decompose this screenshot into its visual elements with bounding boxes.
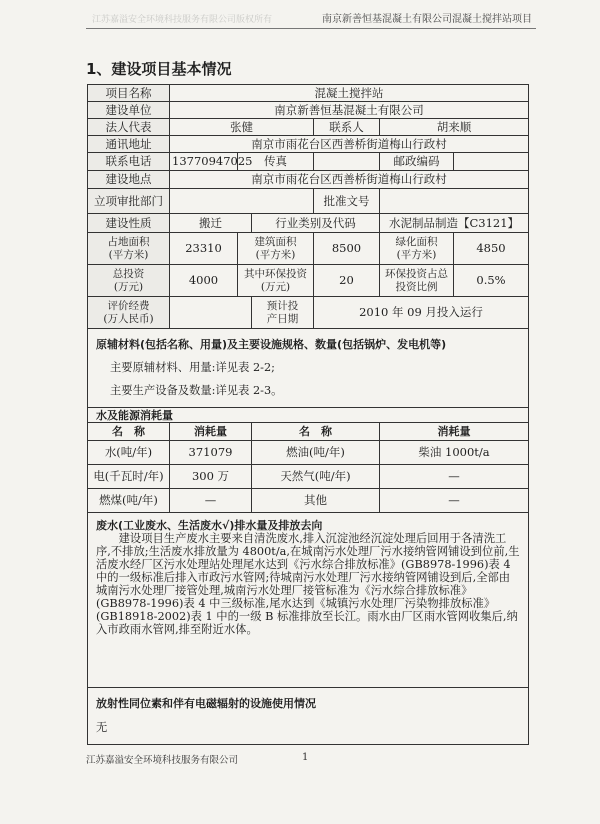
col-usage-2: 消耗量 (380, 423, 529, 441)
materials-line2: 主要生产设备及数量:详见表 2-3。 (110, 384, 283, 397)
coal-label: 燃煤(吨/年) (88, 489, 170, 513)
env-ratio-value: 0.5% (454, 265, 529, 297)
running-header: 南京新善恒基混凝土有限公司混凝土搅拌站项目 (322, 14, 532, 25)
prod-date-label (252, 297, 314, 329)
construction-unit-label: 建设单位 (88, 102, 170, 119)
project-name-value: 混凝土搅拌站 (170, 85, 529, 102)
materials-title: 原辅材料(包括名称、用量)及主要设施规格、数量(包括锅炉、发电机等) (96, 338, 447, 351)
materials-line1: 主要原辅材料、用量:详见表 2-2; (110, 361, 275, 374)
project-name-label: 项目名称 (88, 85, 170, 102)
industry-value: 水泥制品制造【C3121】 (380, 214, 529, 233)
header-rule (86, 28, 536, 29)
land-area-label-text: 占地面积 (107, 235, 150, 248)
build-area-value: 8500 (314, 233, 380, 265)
site-label: 建设地点 (88, 171, 170, 189)
approval-no-value (380, 189, 529, 214)
materials-section (88, 329, 529, 408)
approval-no-label: 批准文号 (314, 189, 380, 214)
fax-value (314, 153, 380, 171)
zip-label: 邮政编码 (380, 153, 454, 171)
phone-label: 联系电话 (88, 153, 170, 171)
water-energy-title: 水及能源消耗量 (88, 408, 529, 423)
construction-unit-value: 南京新善恒基混凝土有限公司 (170, 102, 529, 119)
col-name-2: 名 称 (252, 423, 380, 441)
radiation-title: 放射性同位素和伴有电磁辐射的设施使用情况 (96, 697, 316, 710)
col-usage-1: 消耗量 (170, 423, 252, 441)
footer-company: 江苏嘉溢安全环境科技服务有限公司 (86, 755, 239, 766)
radiation-section (88, 688, 529, 745)
nature-value: 搬迁 (170, 214, 252, 233)
mailing-address-value: 南京市雨花台区西善桥街道梅山行政村 (170, 136, 529, 153)
fuel-oil-label: 燃油(吨/年) (252, 441, 380, 465)
water-label: 水(吨/年) (88, 441, 170, 465)
phone-value: 13770947025 (170, 153, 238, 171)
legal-rep-label: 法人代表 (88, 119, 170, 136)
build-area-label (238, 233, 314, 265)
fax-label: 传真 (238, 153, 314, 171)
build-area-unit: (平方米) (255, 248, 296, 261)
total-invest-unit: (万元) (113, 280, 144, 293)
env-ratio-label (380, 265, 454, 297)
radiation-text: 无 (96, 721, 108, 734)
total-invest-value: 4000 (170, 265, 238, 297)
page-number: 1 (302, 752, 309, 763)
green-area-value: 4850 (454, 233, 529, 265)
mailing-address-label: 通讯地址 (88, 136, 170, 153)
env-invest-label-text: 其中环保投资 (244, 267, 307, 280)
industry-label: 行业类别及代码 (252, 214, 380, 233)
natural-gas-label: 天然气(吨/年) (252, 465, 380, 489)
electricity-label: 电(千瓦时/年) (88, 465, 170, 489)
natural-gas-value: — (380, 465, 529, 489)
eval-cost-value (170, 297, 252, 329)
contact-person-value: 胡来顺 (380, 119, 529, 136)
env-ratio-label-line1: 环保投资占总 (385, 267, 448, 280)
green-area-label (380, 233, 454, 265)
wastewater-text: 建设项目生产废水主要来自清洗废水,排入沉淀池经沉淀处理后回用于各清洗工序,不排放;生活废水排放量为 4800t/a,在城南污水处理厂污水接纳管网铺设到位前,生活废水经厂区污水处理站处理尾水达到《污水综合排放标准》(GB8978-1996)表 4 中的一级标准后排入市政污水管网;待城南污水处理厂污水接纳管网铺设到后,全部由城南污水处理厂接管处理,城南污水处理厂接管标准为《污水综合排放标准》(GB8978-1996)表 4 中三级标准,尾水达到《城镇污水处理厂污染物排放标准》(GB18918-2002)表 1 中的一级 B 标准排放至长江。雨水由厂区雨水管网收集后,纳入市政雨水管网,排至附近水体。 (96, 532, 520, 636)
col-name-1: 名 称 (88, 423, 170, 441)
nature-label: 建设性质 (88, 214, 170, 233)
section-title: 1、建设项目基本情况 (86, 60, 232, 78)
env-ratio-label-line2: 投资比例 (395, 280, 438, 293)
electricity-value: 300 万 (170, 465, 252, 489)
total-invest-label (88, 265, 170, 297)
contact-person-label: 联系人 (314, 119, 380, 136)
green-area-unit: (平方米) (396, 248, 437, 261)
build-area-label-text: 建筑面积 (254, 235, 297, 248)
other-value: — (380, 489, 529, 513)
legal-rep-value: 张健 (170, 119, 314, 136)
total-invest-label-text: 总投资 (112, 267, 145, 280)
land-area-label (88, 233, 170, 265)
water-value: 371079 (170, 441, 252, 465)
fuel-oil-value: 柴油 1000t/a (380, 441, 529, 465)
env-invest-unit: (万元) (260, 280, 291, 293)
wastewater-title: 废水(工业废水、生活废水√)排水量及排放去向 (96, 519, 323, 532)
approval-dept-value (170, 189, 314, 214)
eval-cost-label-line1: 评价经费 (107, 299, 150, 312)
project-info-table (87, 84, 529, 745)
faded-header-watermark: 江苏嘉溢安全环境科技服务有限公司版权所有 (92, 15, 273, 25)
site-value: 南京市雨花台区西善桥街道梅山行政村 (170, 171, 529, 189)
zip-value (454, 153, 529, 171)
eval-cost-label-line2: (万人民币) (103, 312, 154, 325)
env-invest-label (238, 265, 314, 297)
land-area-value: 23310 (170, 233, 238, 265)
other-label: 其他 (252, 489, 380, 513)
prod-date-value: 2010 年 09 月投入运行 (314, 297, 529, 329)
eval-cost-label (88, 297, 170, 329)
coal-value: — (170, 489, 252, 513)
wastewater-section (88, 513, 529, 688)
env-invest-value: 20 (314, 265, 380, 297)
green-area-label-text: 绿化面积 (395, 235, 438, 248)
approval-dept-label: 立项审批部门 (88, 189, 170, 214)
prod-date-label-line2: 产日期 (266, 312, 299, 325)
land-area-unit: (平方米) (108, 248, 149, 261)
prod-date-label-line1: 预计投 (266, 299, 299, 312)
